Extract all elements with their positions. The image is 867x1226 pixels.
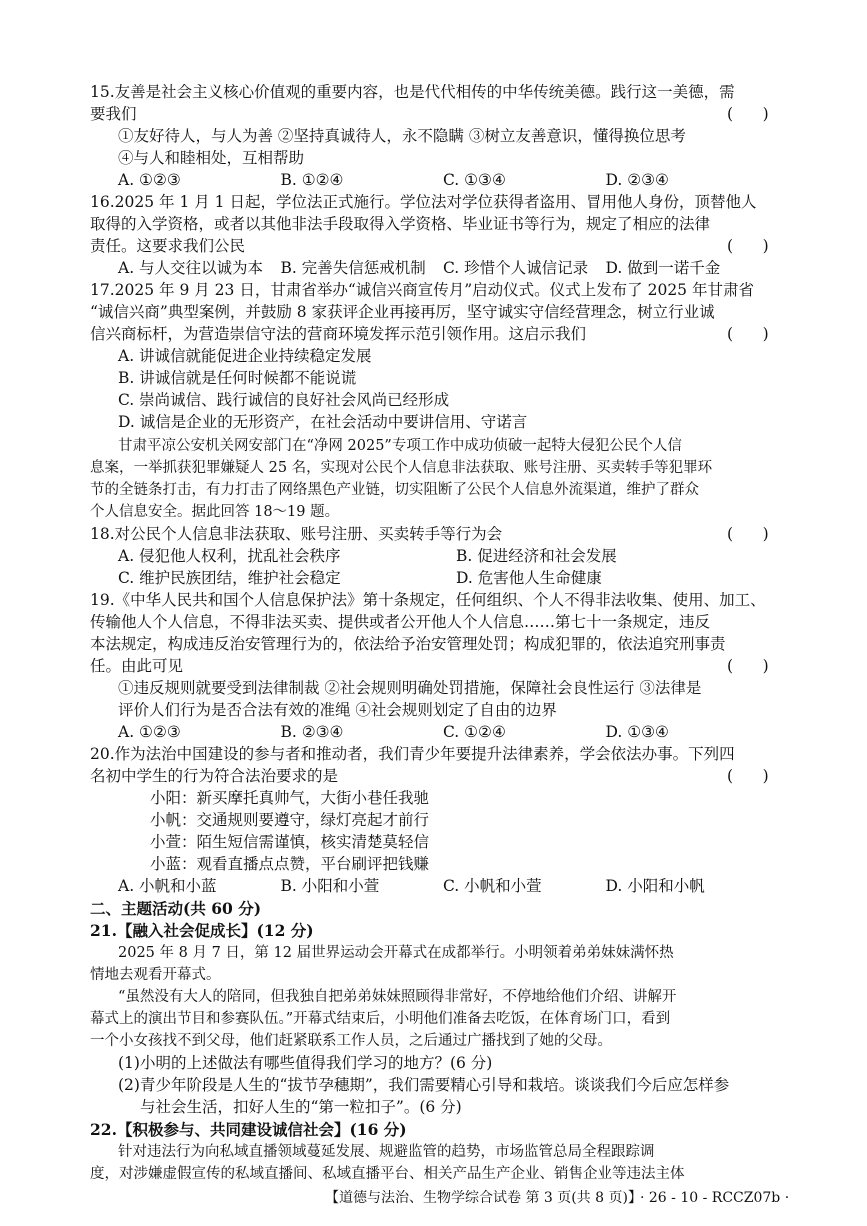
q16-line3: 责任。这要求我们公民 bbox=[90, 237, 246, 255]
q16-answer-bracket: ( ) bbox=[727, 237, 769, 255]
q16-options bbox=[118, 258, 768, 280]
q15-line2: 要我们 bbox=[90, 105, 137, 123]
q17-answer-bracket: ( ) bbox=[727, 325, 769, 343]
q19-line1: 19.《中华人民共和国个人信息保护法》第十条规定，任何组织、个人不得非法收集、使用、加工、 bbox=[90, 591, 766, 609]
q18-answer-bracket: ( ) bbox=[727, 525, 769, 543]
material-line4: 个人信息安全。据此回答 18～19 题。 bbox=[90, 504, 340, 520]
q21-heading: 21.【融入社会促成长】(12 分) bbox=[90, 921, 314, 940]
q16-option-c: C. 珍惜个人诚信记录 bbox=[443, 259, 589, 277]
q20-line2: 名初中学生的行为符合法治要求的是 bbox=[90, 767, 339, 785]
q21-material-1: 2025 年 8 月 7 日，第 12 届世界运动会开幕式在成都举行。小明领着弟弟妹妹满怀热 bbox=[118, 945, 674, 961]
q17-option-c: C. 崇尚诚信、践行诚信的良好社会风尚已经形成 bbox=[118, 391, 450, 409]
q16-option-d: D. 做到一诺千金 bbox=[605, 259, 721, 277]
q17-option-a: A. 讲诚信就能促进企业持续稳定发展 bbox=[118, 347, 372, 365]
q18-option-c: C. 维护民族团结，维护社会稳定 bbox=[118, 569, 341, 587]
q15-option-c: C. ①③④ bbox=[443, 171, 506, 189]
q19-line2: 传输他人个人信息，不得非法买卖、提供或者公开他人个人信息……第七十一条规定，违反 bbox=[90, 613, 711, 631]
q20-option-c: C. 小帆和小萱 bbox=[443, 877, 542, 895]
q17-option-d: D. 诚信是企业的无形资产，在社会活动中要讲信用、守诺言 bbox=[118, 413, 528, 431]
q15-statements-1: ①友好待人，与人为善 ②坚持真诚待人，永不隐瞒 ③树立友善意识，懂得换位思考 bbox=[118, 127, 686, 145]
q15-statements-2: ④与人和睦相处，互相帮助 bbox=[118, 149, 305, 167]
q19-line3: 本法规定，构成违反治安管理行为的，依法给予治安管理处罚；构成犯罪的，依法追究刑事责 bbox=[90, 635, 726, 653]
q20-student-3: 小萱：陌生短信需谨慎，核实清楚莫轻信 bbox=[150, 833, 430, 851]
q18-options-row1 bbox=[118, 546, 768, 568]
q17-line3: 信兴商标杆，为营造崇信守法的营商环境发挥示范引领作用。这启示我们 bbox=[90, 325, 587, 343]
q15-options bbox=[118, 170, 768, 192]
q19-option-b: B. ②③④ bbox=[280, 723, 344, 741]
footer-code: · 26 - 10 - RCCZ07b · bbox=[640, 1190, 790, 1206]
q20-line1: 20.作为法治中国建设的参与者和推动者，我们青少年要提升法律素养，学会依法办事。下列四 bbox=[90, 745, 735, 763]
q17-line2: “诚信兴商”典型案例，并鼓励 8 家获评企业再接再厉，坚守诚实守信经营理念，树立行业诚 bbox=[90, 303, 715, 321]
q18-option-a: A. 侵犯他人权利，扰乱社会秩序 bbox=[118, 547, 341, 565]
q15-option-a: A. ①②③ bbox=[118, 171, 181, 189]
q16-line2: 取得的入学资格，或者以其他非法手段取得入学资格、毕业证书等行为，规定了相应的法律 bbox=[90, 215, 711, 233]
q22-material-1: 针对违法行为向私域直播领域蔓延发展、规避监管的趋势，市场监管总局全程跟踪调 bbox=[118, 1144, 655, 1160]
q21-material-4: 幕式上的演出节目和参赛队伍。”开幕式结束后，小明他们准备去吃饭，在体育场门口，看到 bbox=[90, 1011, 671, 1027]
q22-material-2: 度，对涉嫌虚假宣传的私域直播间、私域直播平台、相关产品生产企业、销售企业等违法主体 bbox=[90, 1166, 685, 1182]
q20-option-d: D. 小阳和小帆 bbox=[605, 877, 705, 895]
q20-student-2: 小帆：交通规则要遵守，绿灯亮起才前行 bbox=[150, 811, 430, 829]
q20-option-a: A. 小帆和小蓝 bbox=[118, 877, 217, 895]
q16-option-a: A. 与人交往以诚为本 bbox=[118, 259, 264, 277]
q20-option-b: B. 小阳和小萱 bbox=[280, 877, 380, 895]
q21-subquestion-2b: 与社会生活，扣好人生的“第一粒扣子”。(6 分) bbox=[140, 1098, 462, 1116]
q19-statements-2: 评价人们行为是否合法有效的准绳 ④社会规则划定了自由的边界 bbox=[118, 701, 557, 719]
q19-answer-bracket: ( ) bbox=[727, 657, 769, 675]
q15-option-b: B. ①②④ bbox=[280, 171, 344, 189]
q17-line1: 17.2025 年 9 月 23 日，甘肃省举办“诚信兴商宣传月”启动仪式。仪式上发布了 2025 年甘肃省 bbox=[90, 281, 754, 299]
material-line3: 节的全链条打击，有力打击了网络黑色产业链，切实阻断了公民个人信息外流渠道，维护了群众 bbox=[90, 482, 699, 498]
q18-line1: 18.对公民个人信息非法获取、账号注册、买卖转手等行为会 bbox=[90, 525, 503, 543]
q15-option-d: D. ②③④ bbox=[605, 171, 669, 189]
q21-material-5: 一个小女孩找不到父母，他们赶紧联系工作人员，之后通过广播找到了她的父母。 bbox=[90, 1033, 612, 1049]
q19-line4: 任。由此可见 bbox=[90, 657, 184, 675]
q15-answer-bracket: ( ) bbox=[727, 105, 769, 123]
section2-heading: 二、主题活动(共 60 分) bbox=[90, 899, 262, 918]
material-line2: 息案，一举抓获犯罪嫌疑人 25 名，实现对公民个人信息非法获取、账号注册、买卖转手等犯罪环 bbox=[90, 460, 713, 476]
q18-options-row2 bbox=[118, 568, 768, 590]
q20-options bbox=[118, 876, 768, 898]
q21-subquestion-2a: (2)青少年阶段是人生的“拔节孕穗期”，我们需要精心引导和栽培。谈谈我们今后应怎样参 bbox=[118, 1076, 730, 1094]
q18-option-b: B. 促进经济和社会发展 bbox=[456, 547, 617, 565]
q15-line1: 15.友善是社会主义核心价值观的重要内容，也是代代相传的中华传统美德。践行这一美德，需 bbox=[90, 83, 735, 101]
material-line1: 甘肃平凉公安机关网安部门在“净网 2025”专项工作中成功侦破一起特大侵犯公民个人信 bbox=[118, 438, 682, 454]
q19-option-a: A. ①②③ bbox=[118, 723, 181, 741]
q20-answer-bracket: ( ) bbox=[727, 767, 769, 785]
q22-heading: 22.【积极参与、共同建设诚信社会】(16 分) bbox=[90, 1120, 407, 1139]
q21-subquestion-1: (1)小明的上述做法有哪些值得我们学习的地方？(6 分) bbox=[118, 1054, 493, 1072]
q19-option-d: D. ①③④ bbox=[605, 723, 669, 741]
q20-student-4: 小蓝：观看直播点点赞，平台刷评把钱赚 bbox=[150, 855, 430, 873]
q19-statements-1: ①违反规则就要受到法律制裁 ②社会规则明确处罚措施，保障社会良性运行 ③法律是 bbox=[118, 679, 702, 697]
footer-title: 【道德与法治、生物学综合试卷 第 3 页(共 8 页)】 bbox=[325, 1190, 642, 1206]
q20-student-1: 小阳：新买摩托真帅气，大街小巷任我驰 bbox=[150, 789, 430, 807]
q16-option-b: B. 完善失信惩戒机制 bbox=[280, 259, 426, 277]
q21-material-2: 情地去观看开幕式。 bbox=[90, 967, 221, 983]
q17-option-b: B. 讲诚信就是任何时候都不能说谎 bbox=[118, 369, 357, 387]
q21-material-3: “虽然没有大人的陪同，但我独自把弟弟妹妹照顾得非常好，不停地给他们介绍、讲解开 bbox=[118, 989, 677, 1005]
q19-option-c: C. ①②④ bbox=[443, 723, 506, 741]
q16-line1: 16.2025 年 1 月 1 日起，学位法正式施行。学位法对学位获得者盗用、冒用他人身份，顶替他人 bbox=[90, 193, 757, 211]
q19-options bbox=[118, 722, 768, 744]
q18-option-d: D. 危害他人生命健康 bbox=[456, 569, 602, 587]
